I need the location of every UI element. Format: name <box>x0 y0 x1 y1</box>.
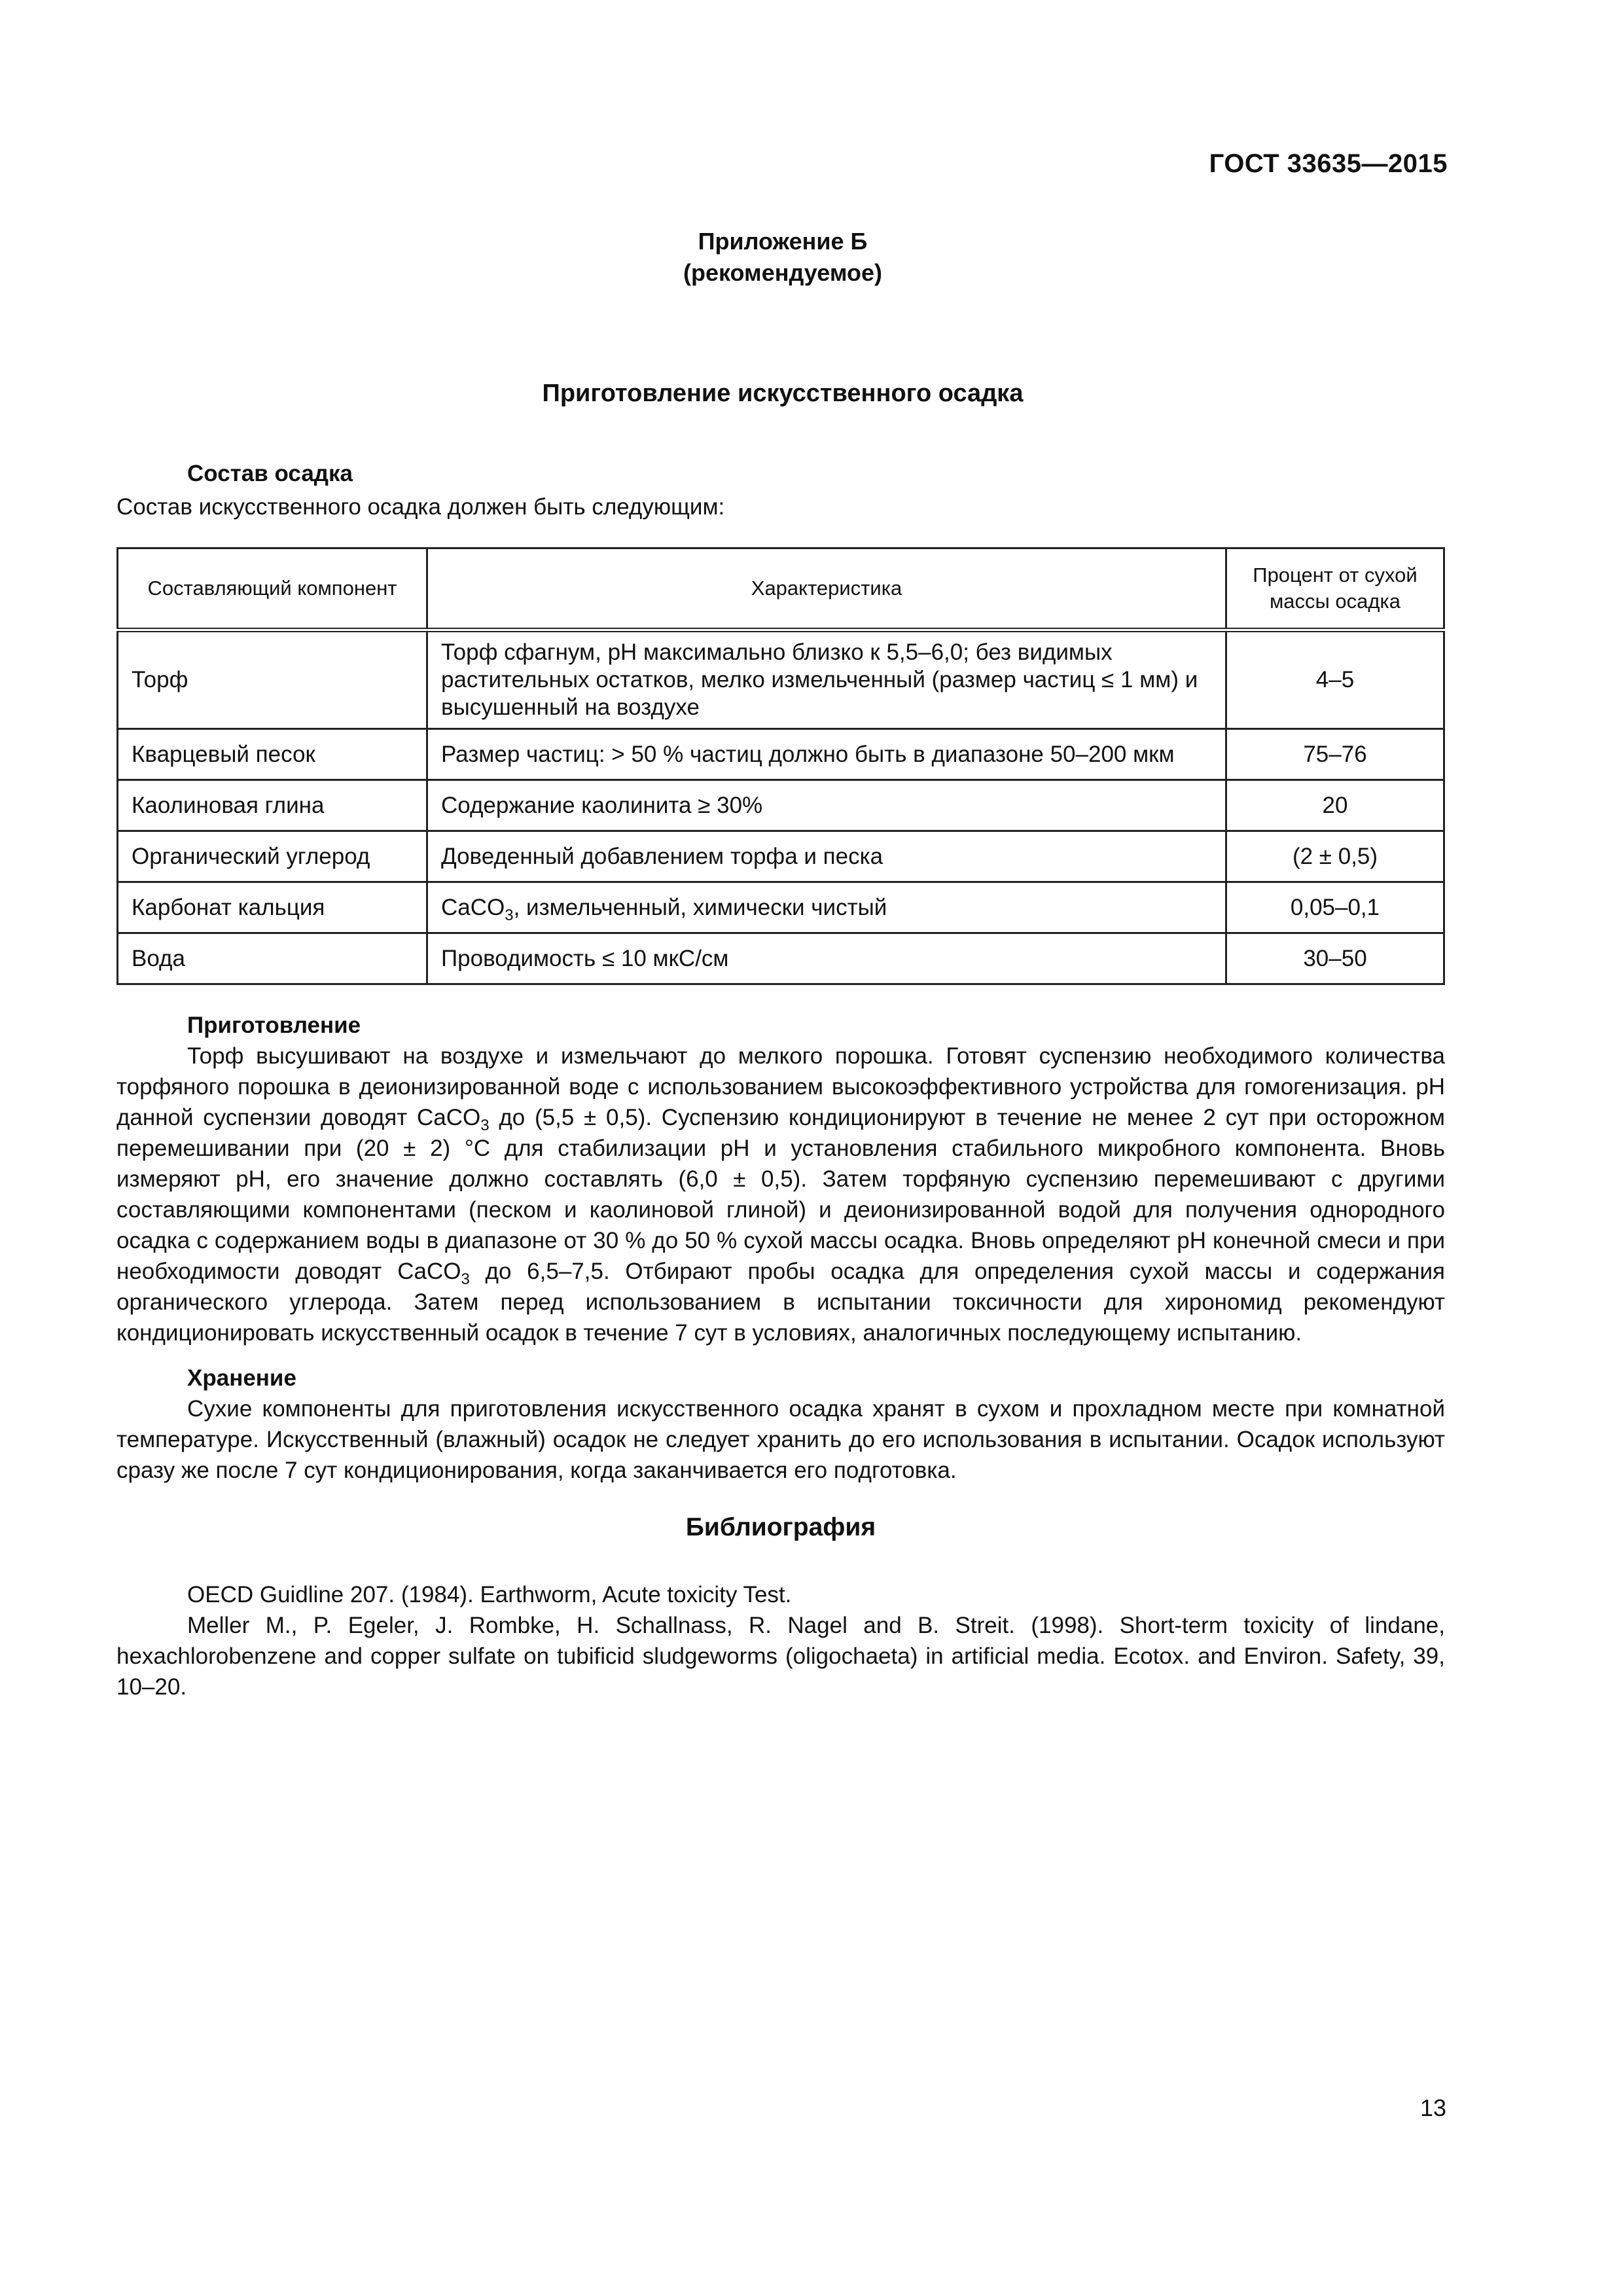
table-row <box>118 729 1444 780</box>
table-row <box>118 882 1444 933</box>
table-header-row <box>118 548 1444 630</box>
formula-subscript: 3 <box>461 1270 470 1288</box>
formula-subscript: 3 <box>505 906 514 924</box>
preparation-text-2: до (5,5 ± 0,5). Суспензию кондиционируют в течение не менее 2 сут при осторожном перемешивании при (20 ± 2) °С для стабилизации pH и установления стабильного микробного компонента. Вновь измеряют pH, его значение должно составлять (6,0 ± 0,5). Затем торфяную суспензию перемешивают с другими составляющими компонентами (песком и каолиновой глиной) и деионизированной водой для получения однородного осадка с содержанием воды в диапазоне от 30 % до 50 % сухой массы осадка. Вновь определяют pH конечной смеси и при необходимости доводят CaCO <box>116 1105 1445 1284</box>
document-code: ГОСТ 33635—2015 <box>1209 149 1448 178</box>
appendix-type: (рекомендуемое) <box>683 259 882 286</box>
table-cell-component: Вода <box>118 933 427 984</box>
preparation-paragraph <box>116 1041 1445 1348</box>
table-header-percent: Процент от сухой массы осадка <box>1226 548 1444 630</box>
table-cell-percent: 4–5 <box>1226 630 1444 729</box>
table-row <box>118 780 1444 831</box>
table-cell-characteristic: Торф сфагнум, pH максимально близко к 5,5–6,0; без видимых растительных остатков, мелко измельченный (размер частиц ≤ 1 мм) и высушенный на воздухе <box>427 630 1226 729</box>
bibliography-entry: Meller M., P. Egeler, J. Rombke, H. Schallnass, R. Nagel and B. Streit. (1998). Short-term toxicity of lindane, hexachlorobenzene and copper sulfate on tubificid sludgeworms (oligochaeta) in artificial media. Ecotox. and Environ. Safety, 39, 10–20. <box>116 1613 1445 1700</box>
table-cell-component: Каолиновая глина <box>118 780 427 831</box>
composition-heading: Состав осадка <box>187 461 353 486</box>
table-cell-percent: 20 <box>1226 780 1444 831</box>
table-cell-characteristic: Доведенный добавлением торфа и песка <box>427 831 1226 882</box>
table-cell-characteristic: Проводимость ≤ 10 мкС/см <box>427 933 1226 984</box>
preparation-heading: Приготовление <box>187 1013 361 1038</box>
table-cell-component: Торф <box>118 630 427 729</box>
appendix-heading <box>0 226 1565 289</box>
bibliography-title: Библиография <box>685 1513 876 1541</box>
table-cell-component: Карбонат кальция <box>118 882 427 933</box>
preparation-text-3: до 6,5–7,5. Отбирают пробы осадка для определения сухой массы и содержания органического углерода. Затем перед использованием в испытании токсичности для хирономид рекомендуют кондиционировать искусственный осадок в течение 7 сут в условиях, аналогичных последующему испытанию. <box>116 1259 1445 1346</box>
preparation-text-1: Торф высушивают на воздухе и измельчают до мелкого порошка. Готовят суспензию необходимого количества торфяного порошка в деионизированной воде с использованием высокоэффективного устройства для гомогенизация. pH данной суспензии доводят CaCO <box>116 1043 1445 1130</box>
table-row <box>118 630 1444 729</box>
table-cell-percent: (2 ± 0,5) <box>1226 831 1444 882</box>
formula-subscript: 3 <box>480 1117 490 1134</box>
composition-intro: Состав искусственного осадка должен быть следующим: <box>116 494 725 520</box>
table-cell-characteristic: Размер частиц: > 50 % частиц должно быть в диапазоне 50–200 мкм <box>427 729 1226 780</box>
table-header-component: Составляющий компонент <box>118 548 427 630</box>
table-cell-percent: 75–76 <box>1226 729 1444 780</box>
composition-table <box>116 547 1445 985</box>
table-row <box>118 933 1444 984</box>
table-cell-percent: 0,05–0,1 <box>1226 882 1444 933</box>
page-number: 13 <box>1419 2094 1446 2121</box>
table-cell-percent: 30–50 <box>1226 933 1444 984</box>
main-title: Приготовление искусственного осадка <box>542 380 1024 407</box>
bibliography-list <box>116 1579 1445 1702</box>
storage-heading: Хранение <box>187 1365 296 1391</box>
table-cell-characteristic <box>427 882 1226 933</box>
table-cell-component: Кварцевый песок <box>118 729 427 780</box>
appendix-title: Приложение Б <box>698 228 868 255</box>
table-cell-characteristic: Содержание каолинита ≥ 30% <box>427 780 1226 831</box>
table-header-characteristic: Характеристика <box>427 548 1226 630</box>
table-cell-component: Органический углерод <box>118 831 427 882</box>
storage-paragraph: Сухие компоненты для приготовления искусственного осадка хранят в сухом и прохладном месте при комнатной температуре. Искусственный (влажный) осадок не следует хранить до его использования в испытании. Осадок используют сразу же после 7 сут кондиционирования, когда заканчивается его подготовка. <box>116 1396 1445 1483</box>
formula-text: CaCO <box>441 894 505 920</box>
table-row <box>118 831 1444 882</box>
content-body <box>116 458 1445 1702</box>
bibliography-entry: OECD Guidline 207. (1984). Earthworm, Acute toxicity Test. <box>187 1582 792 1607</box>
characteristic-text: , измельченный, химически чистый <box>513 894 887 920</box>
